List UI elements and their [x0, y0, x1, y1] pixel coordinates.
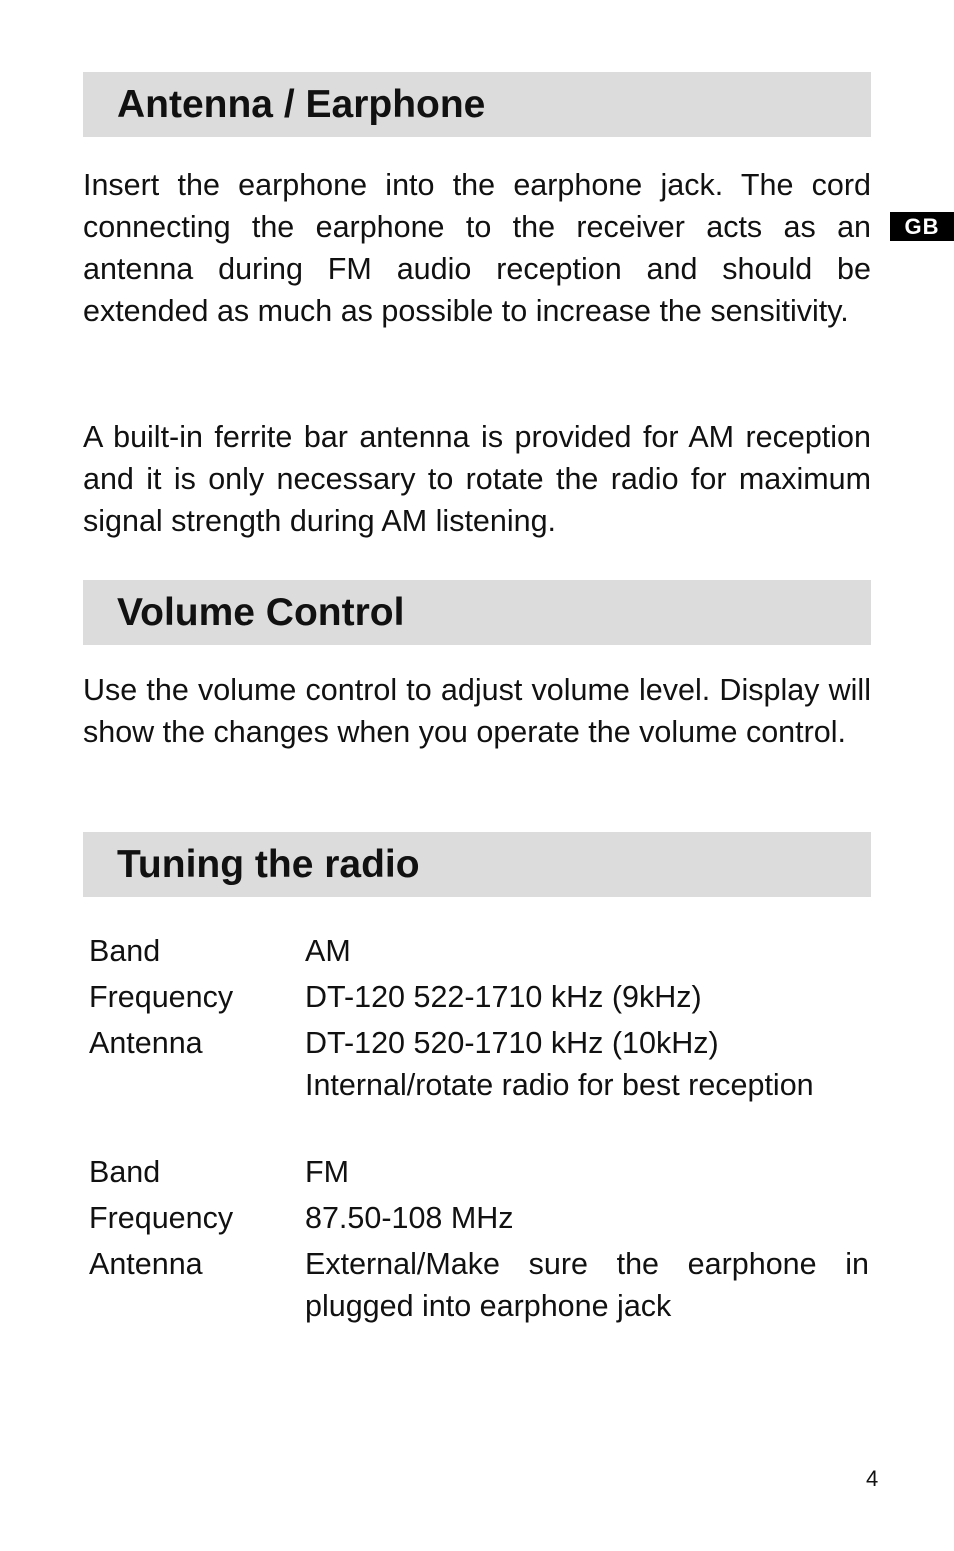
language-badge: GB: [890, 212, 954, 241]
tuning-section-header: [83, 832, 871, 897]
fm-band-value: FM: [305, 1155, 350, 1189]
am-antenna-value-line1: DT-120 520-1710 kHz (10kHz): [305, 1026, 719, 1060]
fm-frequency-value: 87.50-108 MHz: [305, 1201, 514, 1235]
antenna-paragraph-1: Insert the earphone into the earphone jack. The cord connecting the earphone to the receiver acts as an antenna during FM audio reception and should be extended as much as possible to increase the sensitivity.: [83, 168, 871, 328]
antenna-section-title: Antenna / Earphone: [117, 83, 486, 126]
antenna-section-header: [83, 72, 871, 137]
fm-band-label: Band: [89, 1155, 161, 1189]
fm-frequency-label: Frequency: [89, 1201, 234, 1235]
antenna-paragraph-2: A built-in ferrite bar antenna is provided for AM reception and it is only necessary to rotate the radio for maximum signal strength during AM listening.: [83, 420, 871, 538]
am-spec-table: [89, 930, 869, 1110]
am-antenna-label: Antenna: [89, 1026, 203, 1060]
am-antenna-row: [89, 1022, 869, 1106]
fm-spec-table: [89, 1151, 869, 1331]
volume-section-title: Volume Control: [117, 591, 405, 634]
fm-frequency-row: [89, 1197, 869, 1239]
volume-paragraph: Use the volume control to adjust volume level. Display will show the changes when you operate the volume control.: [83, 673, 871, 749]
fm-antenna-value: External/Make sure the earphone in plugged into earphone jack: [305, 1247, 869, 1323]
am-frequency-row: [89, 976, 869, 1018]
am-antenna-value: [305, 1022, 869, 1106]
am-frequency-label: Frequency: [89, 980, 234, 1014]
am-band-row: [89, 930, 869, 972]
fm-antenna-label: Antenna: [89, 1247, 203, 1281]
am-antenna-value-line2: Internal/rotate radio for best reception: [305, 1068, 814, 1102]
page-number: 4: [866, 1466, 879, 1491]
fm-band-row: [89, 1151, 869, 1193]
am-band-value: AM: [305, 934, 351, 968]
volume-section-header: [83, 580, 871, 645]
fm-antenna-row: [89, 1243, 869, 1327]
am-frequency-value: DT-120 522-1710 kHz (9kHz): [305, 980, 702, 1014]
am-band-label: Band: [89, 934, 161, 968]
tuning-section-title: Tuning the radio: [117, 843, 420, 886]
